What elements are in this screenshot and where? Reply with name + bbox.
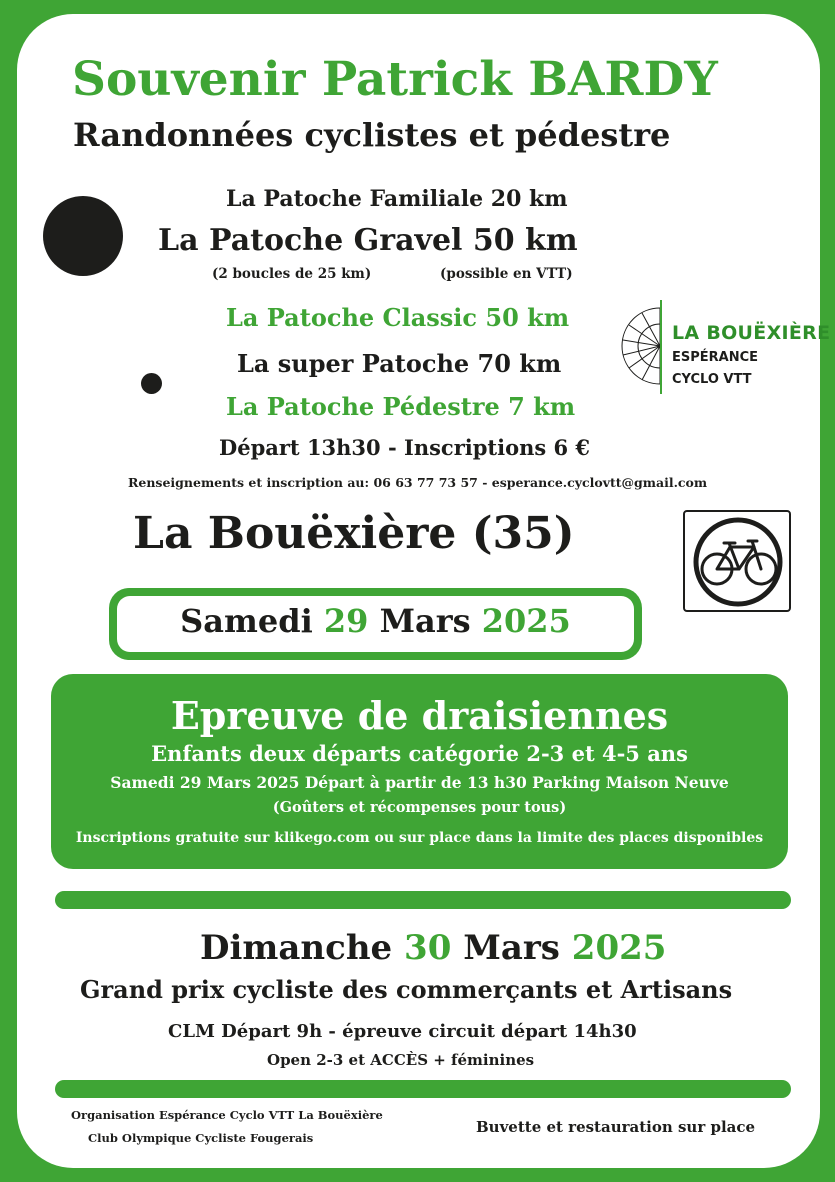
sunday-month: Mars — [463, 928, 560, 968]
bicycle-icon — [686, 513, 790, 611]
saturday-month: Mars — [379, 602, 471, 640]
sunday-line1: CLM Départ 9h - épreuve circuit départ 14h30 — [168, 1021, 637, 1042]
sunday-date — [200, 928, 667, 968]
saturday-daynum: 29 — [323, 602, 369, 640]
club-logo-line1: ESPÉRANCE — [672, 350, 759, 365]
draisiennes-line1: Samedi 29 Mars 2025 Départ à partir de 13 h30 Parking Maison Neuve — [110, 773, 729, 792]
footer-organisation: Organisation Espérance Cyclo VTT La Bouëxière — [71, 1108, 383, 1122]
route-super: La super Patoche 70 km — [237, 349, 562, 378]
footer-club: Club Olympique Cycliste Fougerais — [88, 1131, 314, 1145]
saturday-year: 2025 — [481, 602, 571, 640]
draisiennes-line3: Inscriptions gratuite sur klikego.com ou sur place dans la limite des places disponibles — [75, 830, 764, 846]
sunday-title: Grand prix cycliste des commerçants et Artisans — [80, 975, 733, 1004]
footer-buvette: Buvette et restauration sur place — [476, 1118, 756, 1136]
large-dot-decoration — [43, 196, 123, 276]
sunday-day: Dimanche — [200, 928, 393, 968]
route-familiale: La Patoche Familiale 20 km — [226, 186, 568, 212]
route-classic: La Patoche Classic 50 km — [226, 303, 570, 332]
route-pedestre: La Patoche Pédestre 7 km — [226, 392, 576, 421]
divider-bar-bottom — [55, 1080, 791, 1098]
small-dot-decoration — [141, 373, 162, 394]
route-gravel: La Patoche Gravel 50 km — [158, 223, 578, 258]
poster-subtitle: Randonnées cyclistes et pédestre — [73, 116, 671, 154]
contact-line: Renseignements et inscription au: 06 63 77 73 57 - esperance.cyclovtt@gmail.com — [128, 475, 708, 490]
sunday-year: 2025 — [571, 928, 667, 968]
route-gravel-note-loops: (2 boucles de 25 km) — [212, 266, 372, 282]
saturday-day: Samedi — [180, 602, 313, 640]
bicycle-sign — [683, 510, 791, 612]
location-title: La Bouëxière (35) — [133, 508, 575, 559]
draisiennes-line2: (Goûters et récompenses pour tous) — [272, 799, 567, 816]
draisiennes-subtitle: Enfants deux départs catégorie 2-3 et 4-5 ans — [151, 741, 688, 766]
draisiennes-box — [51, 674, 788, 869]
poster-title: Souvenir Patrick BARDY — [72, 52, 718, 107]
club-logo-line2: CYCLO VTT — [672, 372, 752, 387]
draisiennes-title: Epreuve de draisiennes — [170, 693, 669, 738]
sunday-daynum: 30 — [404, 928, 452, 968]
depart-inscriptions: Départ 13h30 - Inscriptions 6 € — [219, 435, 591, 460]
sunday-line2: Open 2-3 et ACCÈS + féminines — [267, 1051, 535, 1069]
saturday-date — [109, 602, 642, 640]
route-gravel-note-vtt: (possible en VTT) — [440, 266, 573, 282]
club-logo-name: LA BOUËXIÈRE — [672, 322, 831, 344]
divider-bar-top — [55, 891, 791, 909]
